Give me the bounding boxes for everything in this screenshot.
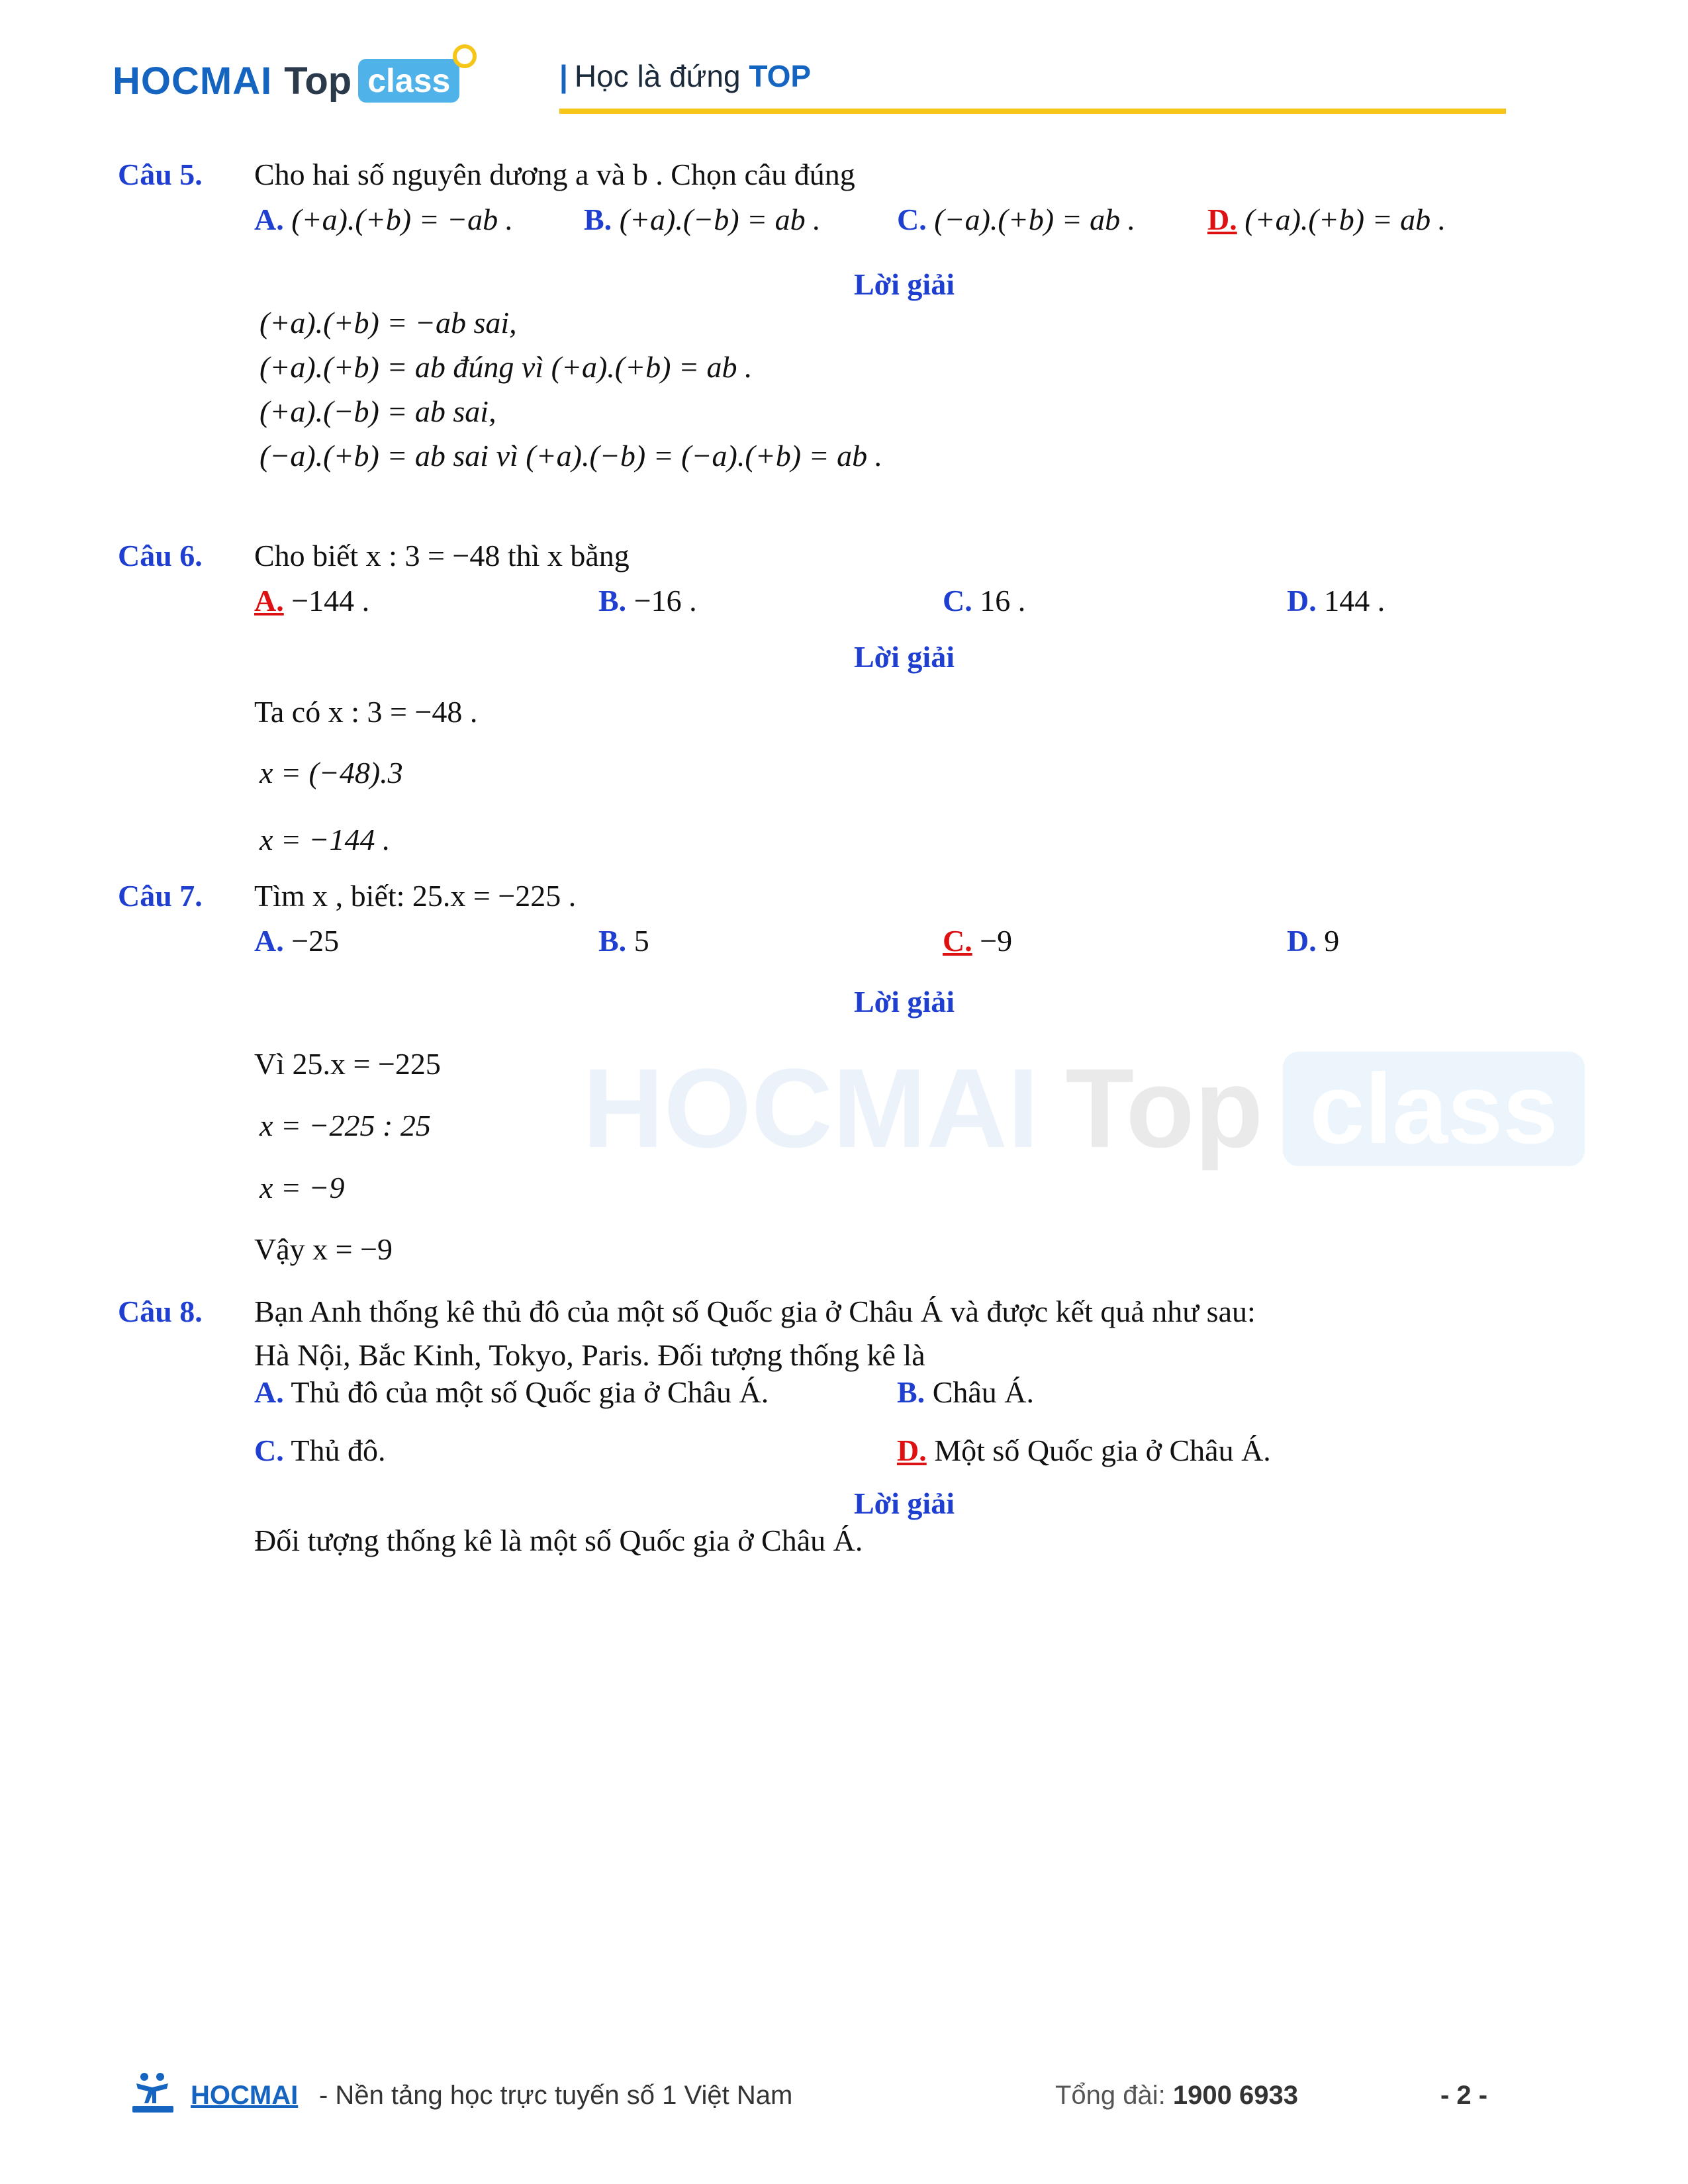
logo-hocmai-text: HOCMAI — [113, 59, 273, 103]
option-d-correct — [897, 1432, 1271, 1469]
solution-title: Lời giải — [854, 267, 955, 301]
option-key: C. — [943, 924, 972, 958]
slogan-bar: | — [559, 59, 568, 93]
option-key: B. — [897, 1375, 925, 1409]
option-text: 5 — [633, 924, 649, 958]
footer-hotline — [1055, 2081, 1298, 2111]
solution-line: x = (−48).3 — [259, 756, 403, 790]
solution-line: (+a).(+b) = −ab sai, — [259, 306, 517, 340]
option-c — [897, 201, 1135, 238]
option-text: (−a).(+b) = ab . — [934, 203, 1136, 236]
page-footer — [130, 2077, 1520, 2116]
option-c — [254, 1432, 386, 1469]
option-b — [897, 1374, 1034, 1411]
question-label: Câu 7. — [118, 879, 203, 913]
option-text: −16 . — [633, 584, 697, 617]
option-key: A. — [254, 1375, 284, 1409]
solution-line: x = −9 — [259, 1171, 345, 1205]
option-key: D. — [1207, 203, 1237, 236]
solution-title: Lời giải — [854, 1486, 955, 1520]
option-text: Thủ đô của một số Quốc gia ở Châu Á. — [291, 1375, 769, 1409]
logo-class-text: class — [367, 62, 451, 99]
star-icon — [453, 44, 477, 68]
question-text-line-2: Hà Nội, Bắc Kinh, Tokyo, Paris. Đối tượng thống kê là — [254, 1338, 925, 1372]
logo-class-badge — [358, 59, 459, 103]
option-text: (+a).(+b) = ab . — [1244, 203, 1446, 236]
question-text: Tìm x , biết: 25.x = −225 . — [254, 879, 577, 913]
option-key: C. — [254, 1433, 284, 1467]
option-text: 16 . — [980, 584, 1026, 617]
option-text: Một số Quốc gia ở Châu Á. — [934, 1433, 1271, 1467]
question-text: Cho biết x : 3 = −48 thì x bằng — [254, 539, 630, 572]
option-key: B. — [598, 584, 627, 617]
option-text: −25 — [291, 924, 340, 958]
question-text: Cho hai số nguyên dương a và b . Chọn câu đúng — [254, 158, 855, 191]
option-key: D. — [1287, 584, 1317, 617]
option-c-correct — [943, 923, 1012, 960]
option-b — [598, 582, 697, 619]
watermark-hocmai: HOCMAI — [583, 1046, 1039, 1171]
solution-title: Lời giải — [854, 985, 955, 1019]
slogan-text: Học là đứng — [574, 59, 749, 93]
option-text: −144 . — [291, 584, 370, 617]
option-key: C. — [943, 584, 972, 617]
option-d — [1287, 923, 1339, 960]
solution-line: x = −144 . — [259, 823, 391, 856]
option-a — [254, 201, 513, 238]
header-divider — [559, 109, 1506, 114]
option-key: D. — [897, 1433, 927, 1467]
question-text-line-1: Bạn Anh thống kê thủ đô của một số Quốc gia ở Châu Á và được kết quả như sau: — [254, 1295, 1256, 1328]
option-d-correct — [1207, 201, 1446, 238]
footer-tagline: - Nền tảng học trực tuyến số 1 Việt Nam — [319, 2081, 793, 2110]
solution-line: (+a).(+b) = ab đúng vì (+a).(+b) = ab . — [259, 350, 753, 384]
watermark-logo — [583, 1032, 1558, 1185]
hotline-number: 1900 6933 — [1172, 2081, 1298, 2110]
solution-line: Vì 25.x = −225 — [254, 1047, 441, 1081]
option-key: B. — [598, 924, 627, 958]
option-text: Thủ đô. — [291, 1433, 386, 1467]
option-text: (+a).(+b) = −ab . — [291, 203, 514, 236]
option-key: A. — [254, 203, 284, 236]
option-a-correct — [254, 582, 369, 619]
option-key: A. — [254, 584, 284, 617]
solution-line: Vậy x = −9 — [254, 1232, 393, 1266]
solution-line: x = −225 : 25 — [259, 1109, 431, 1142]
option-text: Châu Á. — [932, 1375, 1035, 1409]
footer-brand-link[interactable]: HOCMAI — [191, 2081, 299, 2110]
watermark-top: Top — [1065, 1046, 1264, 1171]
option-b — [584, 201, 821, 238]
option-key: B. — [584, 203, 612, 236]
question-label: Câu 5. — [118, 158, 203, 191]
option-a — [254, 1374, 769, 1411]
solution-title: Lời giải — [854, 640, 955, 674]
option-b — [598, 923, 649, 960]
solution-line: Ta có x : 3 = −48 . — [254, 695, 478, 729]
question-label: Câu 6. — [118, 539, 203, 572]
option-key: A. — [254, 924, 284, 958]
option-text: 9 — [1324, 924, 1340, 958]
solution-line: Đối tượng thống kê là một số Quốc gia ở Châu Á. — [254, 1524, 863, 1557]
header-slogan — [559, 58, 811, 94]
solution-line: (−a).(+b) = ab sai vì (+a).(−b) = (−a).(+b) = ab . — [259, 439, 883, 473]
solution-line: (+a).(−b) = ab sai, — [259, 394, 496, 428]
page-number: - 2 - — [1440, 2081, 1488, 2110]
option-text: −9 — [980, 924, 1013, 958]
option-d — [1287, 582, 1385, 619]
hocmai-people-icon — [130, 2069, 176, 2115]
watermark-class: class — [1283, 1052, 1584, 1166]
option-c — [943, 582, 1025, 619]
option-text: 144 . — [1324, 584, 1385, 617]
question-label: Câu 8. — [118, 1295, 203, 1328]
option-key: C. — [897, 203, 927, 236]
option-text: (+a).(−b) = ab . — [619, 203, 821, 236]
logo-top-text: Top — [284, 59, 352, 103]
option-a — [254, 923, 339, 960]
header-logo — [113, 54, 459, 107]
option-key: D. — [1287, 924, 1317, 958]
slogan-top: TOP — [749, 59, 812, 93]
hotline-label: Tổng đài: — [1055, 2081, 1173, 2110]
